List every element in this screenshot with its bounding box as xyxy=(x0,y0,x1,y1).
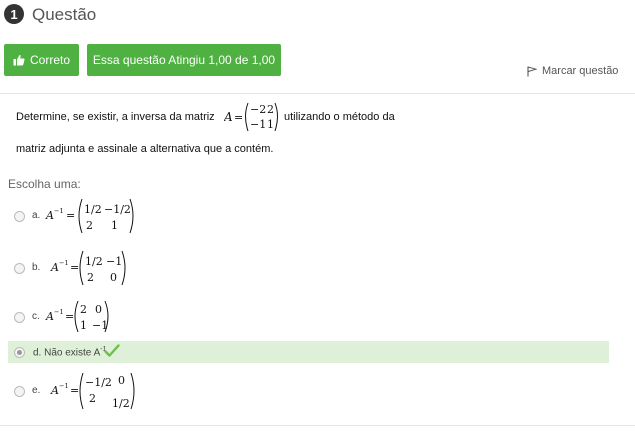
correct-check-icon xyxy=(104,344,120,358)
radio-option-c[interactable] xyxy=(14,312,25,323)
equals-sign: = xyxy=(66,209,76,222)
option-b-matrix xyxy=(50,248,135,288)
left-paren xyxy=(80,251,83,285)
radio-option-e[interactable] xyxy=(14,386,25,397)
option-letter: a. xyxy=(32,210,41,221)
option-d-label xyxy=(33,346,107,358)
left-paren xyxy=(246,103,249,131)
equals-sign: = xyxy=(65,310,75,323)
inverse-symbol: A xyxy=(46,310,54,323)
flag-question-link[interactable] xyxy=(527,65,618,77)
option-a-matrix xyxy=(45,196,140,236)
choose-label: Escolha uma: xyxy=(8,177,81,191)
matrix-cell: 2 xyxy=(87,271,94,284)
question-title: Questão xyxy=(32,5,97,24)
radio-option-a[interactable] xyxy=(14,211,25,222)
result-badge xyxy=(4,44,79,76)
left-paren xyxy=(80,373,83,409)
flag-icon xyxy=(527,66,537,77)
right-paren xyxy=(131,373,134,409)
equals-sign: = xyxy=(70,384,80,397)
equals-sign: = xyxy=(70,261,80,274)
matrix-cell: 0 xyxy=(95,303,102,316)
question-matrix xyxy=(224,100,282,134)
matrix-cell: 1 xyxy=(111,219,118,232)
matrix-cell: 0 xyxy=(118,374,125,387)
matrix-cell: 2 xyxy=(267,103,274,116)
question-text-line2: matriz adjunta e assinale a alternativa que a contém. xyxy=(16,143,274,155)
left-paren xyxy=(79,199,82,233)
matrix-cell: 2 xyxy=(80,303,87,316)
option-e-matrix xyxy=(50,370,142,412)
matrix-cell: −1/2 xyxy=(104,203,131,216)
flag-label: Marcar questão xyxy=(542,65,619,77)
inverse-exponent: −1 xyxy=(59,382,69,390)
matrix-cell: 1 xyxy=(80,319,87,332)
question-text-before: Determine, se existir, a inversa da matriz xyxy=(16,111,215,123)
matrix-cell: 1/2 xyxy=(85,255,103,268)
inverse-exponent: −1 xyxy=(54,308,64,316)
matrix-cell: 1/2 xyxy=(84,203,102,216)
inverse-exponent: −1 xyxy=(54,207,64,215)
option-letter: c. xyxy=(32,311,40,322)
divider xyxy=(0,93,635,94)
matrix-cell: −1/2 xyxy=(85,376,112,389)
matrix-cell: −1 xyxy=(250,118,267,131)
divider xyxy=(0,425,635,426)
right-paren xyxy=(275,103,278,131)
grade-badge xyxy=(87,44,281,76)
inverse-exponent: −1 xyxy=(59,259,69,267)
matrix-cell: 1 xyxy=(267,118,274,131)
option-d-exponent: -1 xyxy=(100,346,107,353)
grade-label: Essa questão Atingiu 1,00 de 1,00 xyxy=(92,53,276,67)
matrix-cell: 1/2 xyxy=(112,397,130,410)
option-letter: b. xyxy=(32,262,41,273)
option-d-text: Não existe A xyxy=(44,347,101,359)
left-paren xyxy=(75,301,78,332)
matrix-cell: −1 xyxy=(106,255,123,268)
result-label: Correto xyxy=(29,53,70,67)
equals-sign: = xyxy=(234,111,244,124)
thumbs-up-icon xyxy=(13,54,25,66)
matrix-cell: 2 xyxy=(86,219,93,232)
question-number-badge: 1 xyxy=(4,4,24,24)
matrix-cell: 0 xyxy=(110,271,117,284)
question-text-after: utilizando o método da xyxy=(284,111,395,123)
matrix-cell: −1 xyxy=(92,319,109,332)
inverse-symbol: A xyxy=(51,384,59,397)
radio-option-b[interactable] xyxy=(14,263,25,274)
right-paren xyxy=(122,251,125,285)
radio-option-d[interactable] xyxy=(14,347,25,358)
option-c-matrix xyxy=(45,298,120,336)
matrix-cell: 2 xyxy=(89,392,96,405)
matrix-cell: −2 xyxy=(250,103,267,116)
option-letter: e. xyxy=(32,385,41,396)
inverse-symbol: A xyxy=(51,261,59,274)
matrix-symbol: A xyxy=(224,110,233,124)
inverse-symbol: A xyxy=(46,209,54,222)
option-letter: d. xyxy=(33,347,42,359)
